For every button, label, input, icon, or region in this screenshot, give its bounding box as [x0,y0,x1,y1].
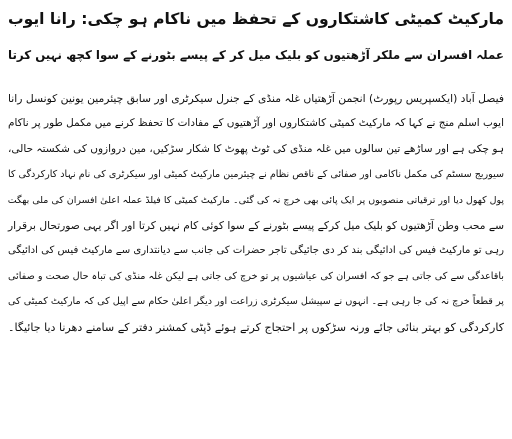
article-line: فیصل آباد (ایکسپریس رپورٹ) انجمن آڑھتیاں غلہ منڈی کے جنرل سیکرٹری اور سابق چیئرمین یونین کونسل رانا [8,92,504,105]
subheadline: عملہ افسران سے ملکر آڑھتیوں کو بلیک میل کر کے پیسے بٹورنے کے سوا کچھ نہیں کرتا [8,48,504,62]
article-line: ہو چکی ہے اور ساڑھے تین سالوں میں غلہ منڈی کی ٹوٹ پھوٹ کا شکار سڑکیں، مین دروازوں کی شکستہ حالی، [8,142,504,155]
headline: مارکیٹ کمیٹی کاشتکاروں کے تحفظ میں ناکام ہو چکی: رانا ایوب [7,10,504,28]
article-line: باقاعدگی سے کی جاتی ہے جو کہ افسران کی عیاشیوں پر تو خرچ کی جاتی ہے لیکن غلہ منڈی کی تباہ حال صحت و صفائی [8,270,504,282]
article-line: سیوریج سسٹم کی مکمل ناکامی اور صفائی کے ناقص نظام نے چیئرمین مارکیٹ کمیٹی اور سیکرٹری کی نام نہاد کارکردگی کا [8,169,504,181]
article-line: رہی تو مارکیٹ فیس کی ادائیگی بند کر دی جائیگی تاجر حضرات کی جانب سے دیانتداری سے مارکیٹ فیس کی ادائیگی [8,245,504,257]
article-line: پر قطعاً خرچ نہ کی جا رہی ہے۔ انہوں نے سپیشل سیکرٹری زراعت اور دیگر اعلیٰ حکام سے اپیل کی کہ مارکیٹ کمیٹی کی [8,296,504,308]
article-line: ایوب اسلم منج نے کہا کہ مارکیٹ کمیٹی کاشتکاروں اور آڑھتیوں کے مفادات کا تحفظ کرنے میں مکمل طور پر ناکام [7,117,504,130]
article-line: سے محب وطن آڑھتیوں کو بلیک میل کرکے پیسے بٹورنے کے سوا کوئی کام نہیں کرتا اور اگر یہی صورتحال برقرار [8,219,504,233]
article-line: کارکردگی کو بہتر بنائی جائے ورنہ سڑکوں پر احتجاج کرتے ہوئے ڈپٹی کمشنر دفتر کے سامنے دھرنا دیا جائیگا۔ [7,320,504,334]
article-body [8,86,504,340]
article-line: پول کھول دیا اور ترقیاتی منصوبوں پر ایک پائی بھی خرچ نہ کی گئی۔ مارکیٹ کمیٹی کا فیلڈ عملہ اعلیٰ افسران کی ملی بھگت [7,194,504,206]
